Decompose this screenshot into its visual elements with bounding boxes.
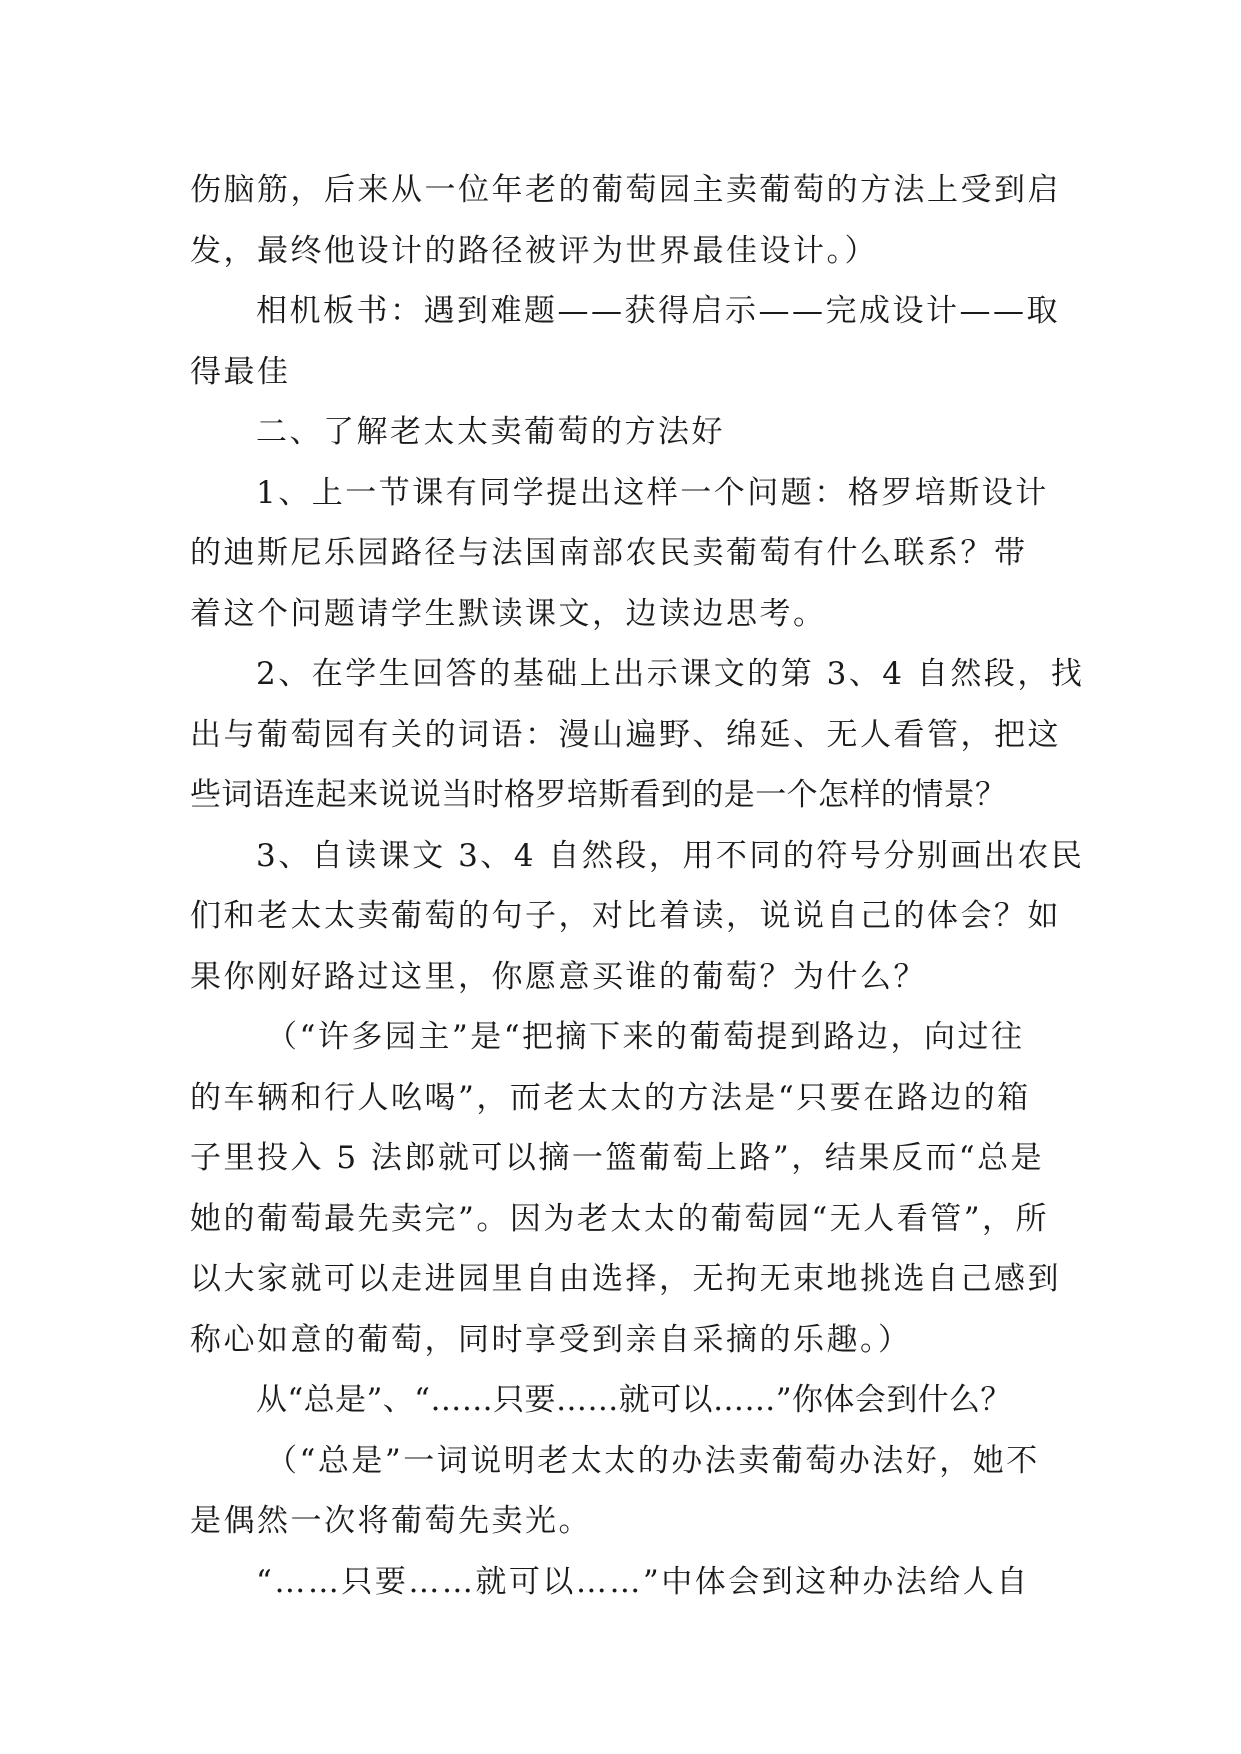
text-line: 1、上一节课有同学提出这样一个问题：格罗培斯设计 bbox=[256, 474, 1049, 511]
text-line: 从“总是”、“……只要……就可以……”你体会到什么？ bbox=[256, 1382, 1012, 1418]
text-line: 些词语连起来说说当时格罗培斯看到的是一个怎样的情景？ bbox=[190, 777, 1007, 813]
text-line: “……只要……就可以……”中体会到这种办法给人自 bbox=[256, 1563, 1030, 1600]
text-line: （“总是”一词说明老太太的办法卖葡萄办法好，她不 bbox=[266, 1442, 1040, 1479]
text-line: 3、自读课文 3、4 自然段，用不同的符号分别画出农民 bbox=[256, 837, 1085, 874]
text-line: 的车辆和行人吆喝”，而老太太的方法是“只要在路边的箱 bbox=[190, 1079, 1031, 1116]
text-line: 发，最终他设计的路径被评为世界最佳设计。） bbox=[190, 232, 878, 269]
text-line: 以大家就可以走进园里自由选择，无拘无束地挑选自己感到 bbox=[190, 1261, 1061, 1297]
text-line: 出与葡萄园有关的词语：漫山遍野、绵延、无人看管，把这 bbox=[190, 716, 1061, 753]
text-line: 得最佳 bbox=[190, 353, 291, 390]
text-line: 着这个问题请学生默读课文，边读边思考。 bbox=[190, 595, 827, 632]
text-line: 子里投入 5 法郎就可以摘一篮葡萄上路”，结果反而“总是 bbox=[190, 1140, 1045, 1176]
text-line: 她的葡萄最先卖完”。因为老太太的葡萄园“无人看管”，所 bbox=[190, 1200, 1050, 1237]
text-line: 的迪斯尼乐园路径与法国南部农民卖葡萄有什么联系？带 bbox=[190, 535, 1028, 571]
text-line: （“许多园主”是“把摘下来的葡萄提到路边，向过往 bbox=[266, 1019, 1025, 1055]
text-line: 是偶然一次将葡萄先卖光。 bbox=[190, 1503, 592, 1539]
document-page bbox=[190, 160, 1085, 1612]
text-line: 相机板书：遇到难题——获得启示——完成设计——取 bbox=[256, 293, 1060, 329]
text-line: 伤脑筋，后来从一位年老的葡萄园主卖葡萄的方法上受到启 bbox=[190, 172, 1061, 208]
section-heading: 二、了解老太太卖葡萄的方法好 bbox=[256, 414, 725, 450]
text-line: 称心如意的葡萄，同时享受到亲自采摘的乐趣。） bbox=[190, 1321, 912, 1358]
text-line: 们和老太太卖葡萄的句子，对比着读，说说自己的体会？如 bbox=[190, 898, 1061, 934]
text-line: 2、在学生回答的基础上出示课文的第 3、4 自然段，找 bbox=[256, 656, 1085, 692]
text-line: 果你刚好路过这里，你愿意买谁的葡萄？为什么？ bbox=[190, 958, 927, 995]
